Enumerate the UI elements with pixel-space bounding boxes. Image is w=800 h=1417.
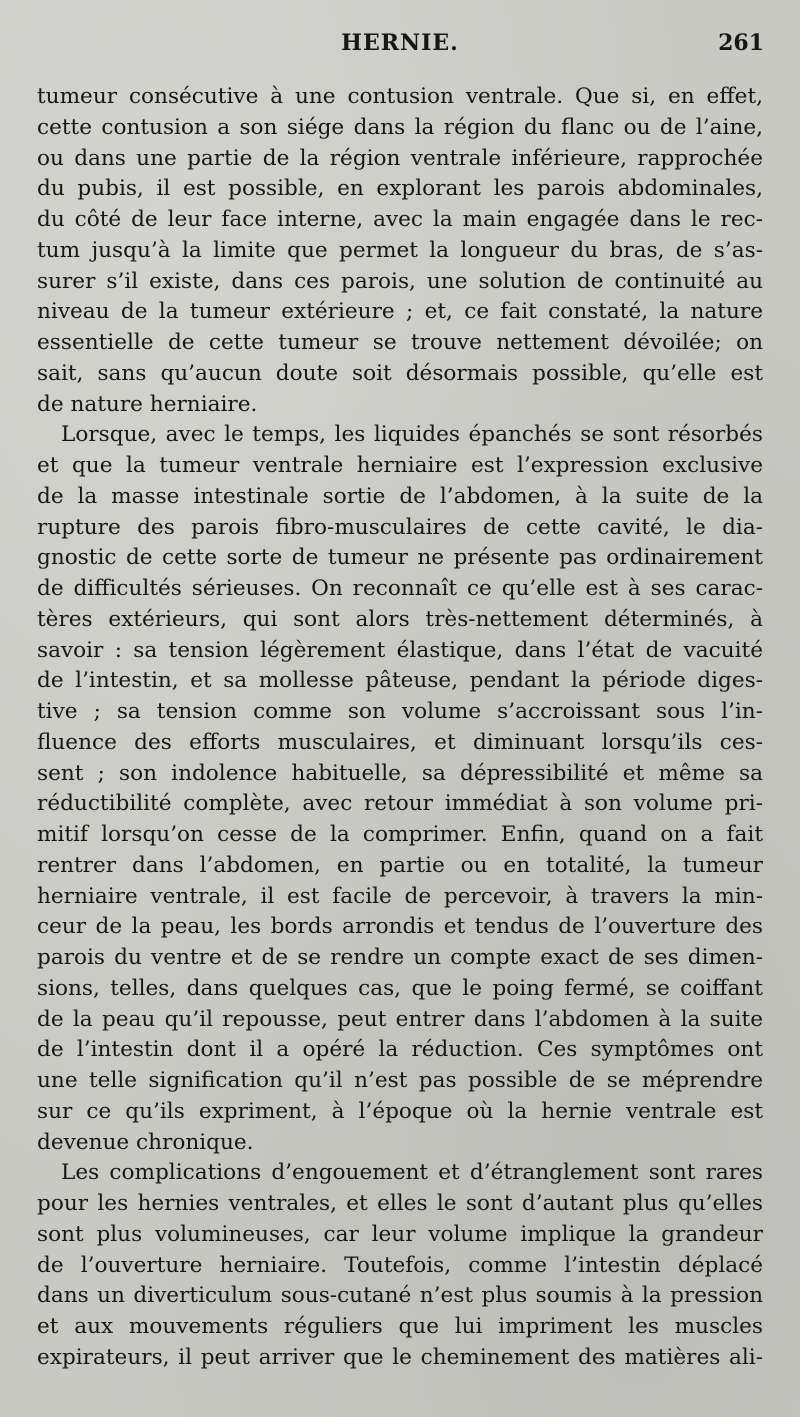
text-line: et aux mouvements réguliers que lui impriment les muscles xyxy=(37,1314,763,1339)
text-line: du côté de leur face interne, avec la main engagée dans le rec- xyxy=(37,207,763,232)
text-line: tères extérieurs, qui sont alors très-nettement déterminés, à xyxy=(37,606,763,632)
page-header xyxy=(0,30,800,64)
text-line: herniaire ventrale, il est facile de percevoir, à travers la min- xyxy=(37,883,763,909)
text-line: de la masse intestinale sortie de l’abdomen, à la suite de la xyxy=(37,483,763,509)
page-number: 261 xyxy=(718,30,764,56)
text-line: sions, telles, dans quelques cas, que le poing fermé, se coiffant xyxy=(37,975,763,1001)
text-line: Lorsque, avec le temps, les liquides épanchés se sont résorbés xyxy=(61,422,763,448)
text-line: tive ; sa tension comme son volume s’accroissant sous l’in- xyxy=(37,699,763,724)
text-line: mitif lorsqu’on cesse de la comprimer. Enfin, quand on a fait xyxy=(37,822,763,847)
text-line: sait, sans qu’aucun doute soit désormais possible, qu’elle est xyxy=(37,360,763,386)
body-text xyxy=(37,82,763,1374)
text-line: essentielle de cette tumeur se trouve nettement dévoilée; on xyxy=(37,330,763,355)
text-line: sent ; son indolence habituelle, sa dépressibilité et même sa xyxy=(37,760,763,786)
text-line: pour les hernies ventrales, et elles le sont d’autant plus qu’elles xyxy=(37,1191,763,1216)
text-line: rupture des parois fibro-musculaires de cette cavité, le dia- xyxy=(37,514,763,540)
text-line: et que la tumeur ventrale herniaire est l’expression exclusive xyxy=(37,453,763,478)
text-line: tum jusqu’à la limite que permet la longueur du bras, de s’as- xyxy=(37,237,763,263)
text-line: une telle signification qu’il n’est pas possible de se méprendre xyxy=(37,1068,763,1093)
text-line: expirateurs, il peut arriver que le cheminement des matières ali- xyxy=(37,1344,763,1370)
running-title: HERNIE. xyxy=(341,30,459,56)
text-line: tumeur consécutive à une contusion ventrale. Que si, en effet, xyxy=(37,84,763,109)
text-line: de l’intestin dont il a opéré la réduction. Ces symptômes ont xyxy=(37,1037,763,1063)
text-line: Les complications d’engouement et d’étranglement sont rares xyxy=(61,1160,763,1186)
text-line: niveau de la tumeur extérieure ; et, ce fait constaté, la nature xyxy=(37,299,763,325)
text-line: de nature herniaire. xyxy=(37,391,258,417)
text-line: cette contusion a son siége dans la région du flanc ou de l’aine, xyxy=(37,114,763,140)
text-line: de l’ouverture herniaire. Toutefois, comme l’intestin déplacé xyxy=(37,1252,763,1278)
text-line: fluence des efforts musculaires, et diminuant lorsqu’ils ces- xyxy=(37,729,763,755)
text-line: savoir : sa tension légèrement élastique, dans l’état de vacuité xyxy=(37,637,763,663)
text-line: parois du ventre et de se rendre un compte exact de ses dimen- xyxy=(37,945,763,970)
text-line: dans un diverticulum sous-cutané n’est plus soumis à la pression xyxy=(37,1283,763,1309)
text-line: sont plus volumineuses, car leur volume implique la grandeur xyxy=(37,1221,763,1247)
text-line: du pubis, il est possible, en explorant les parois abdominales, xyxy=(37,176,763,202)
text-line: de difficultés sérieuses. On reconnaît ce qu’elle est à ses carac- xyxy=(37,576,763,601)
text-line: réductibilité complète, avec retour immédiat à son volume pri- xyxy=(37,791,763,817)
text-line: ou dans une partie de la région ventrale inférieure, rapprochée xyxy=(37,145,763,171)
text-line: ceur de la peau, les bords arrondis et tendus de l’ouverture des xyxy=(37,914,763,940)
text-line: devenue chronique. xyxy=(37,1129,254,1155)
text-line: sur ce qu’ils expriment, à l’époque où la hernie ventrale est xyxy=(37,1098,763,1124)
text-line: surer s’il existe, dans ces parois, une solution de continuité au xyxy=(37,268,763,294)
text-line: de la peau qu’il repousse, peut entrer dans l’abdomen à la suite xyxy=(37,1006,763,1032)
text-line: gnostic de cette sorte de tumeur ne présente pas ordinairement xyxy=(37,545,763,571)
text-line: rentrer dans l’abdomen, en partie ou en totalité, la tumeur xyxy=(37,852,763,878)
text-line: de l’intestin, et sa mollesse pâteuse, pendant la période diges- xyxy=(37,668,763,694)
